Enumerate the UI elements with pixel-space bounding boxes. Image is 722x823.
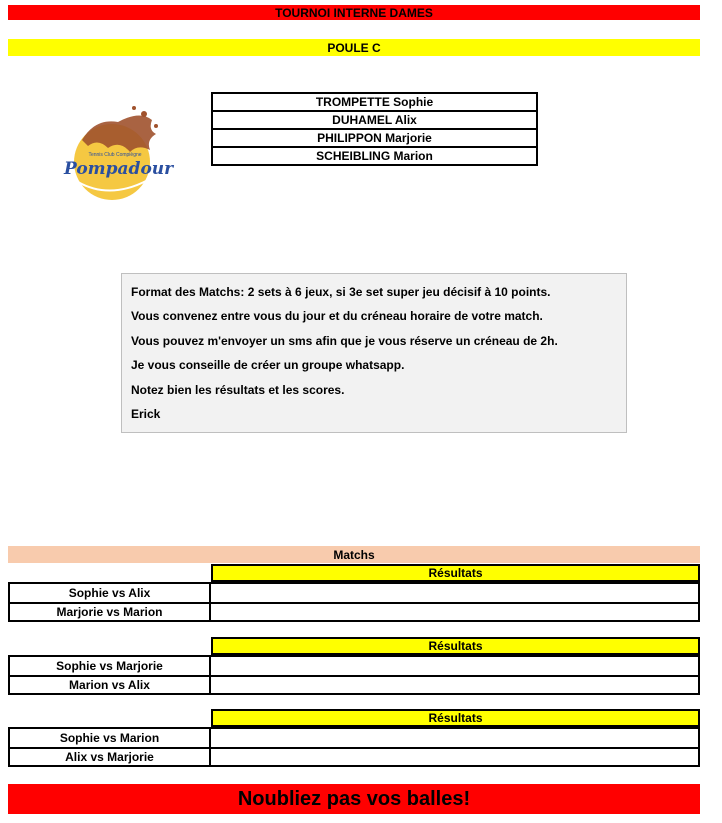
- table-row: [10, 657, 698, 675]
- footer-reminder: Noubliez pas vos balles!: [8, 784, 700, 814]
- match-table-round-3: [8, 727, 700, 767]
- tournament-title: TOURNOI INTERNE DAMES: [8, 5, 700, 20]
- club-logo: [60, 100, 174, 204]
- info-line-results: Notez bien les résultats et les scores.: [131, 382, 345, 397]
- player-3: PHILIPPON Marjorie: [213, 130, 536, 148]
- info-line-signature: Erick: [131, 406, 161, 421]
- info-line-whatsapp: Je vous conseille de créer un groupe whatsapp.: [131, 358, 405, 373]
- table-row: [10, 602, 698, 620]
- info-line-sms: Vous pouvez m'envoyer un sms afin que je vous réserve un créneau de 2h.: [131, 333, 558, 348]
- match-result-cell[interactable]: [211, 749, 698, 765]
- player-4: SCHEIBLING Marion: [316, 149, 433, 163]
- match-result-cell[interactable]: [211, 729, 698, 747]
- match-table-round-2: [8, 655, 700, 695]
- match-name: Sophie vs Marion: [10, 729, 211, 747]
- match-name: Alix vs Marjorie: [10, 749, 211, 765]
- match-name: Marion vs Alix: [10, 677, 211, 693]
- results-header-round-1: Résultats: [211, 564, 700, 582]
- players-list: [211, 92, 538, 166]
- info-line-format: Format des Matchs: 2 sets à 6 jeux, si 3e set super jeu décisif à 10 points.: [131, 285, 551, 299]
- match-name: Sophie vs Alix: [10, 584, 211, 602]
- info-box: [121, 273, 627, 433]
- logo-brand: Pompadour: [64, 159, 174, 179]
- table-row: [10, 584, 698, 602]
- match-name: Sophie vs Marjorie: [10, 657, 211, 675]
- match-result-cell[interactable]: [211, 584, 698, 602]
- info-line-schedule: Vous convenez entre vous du jour et du créneau horaire de votre match.: [131, 309, 543, 324]
- match-result-cell[interactable]: [211, 657, 698, 675]
- match-name: Marjorie vs Marion: [10, 604, 211, 620]
- match-result-cell[interactable]: [211, 677, 698, 693]
- table-row: [10, 729, 698, 747]
- results-header-round-3: Résultats: [211, 709, 700, 727]
- match-result-cell[interactable]: [211, 604, 698, 620]
- matches-header: Matchs: [8, 546, 700, 563]
- table-row: [10, 747, 698, 765]
- logo-subtitle: Tennis Club Compiègne: [88, 152, 142, 158]
- player-2: DUHAMEL Alix: [213, 112, 536, 130]
- table-row: [10, 675, 698, 693]
- pool-title: POULE C: [8, 39, 700, 56]
- results-header-round-2: Résultats: [211, 637, 700, 655]
- player-1: TROMPETTE Sophie: [213, 94, 536, 112]
- match-table-round-1: [8, 582, 700, 622]
